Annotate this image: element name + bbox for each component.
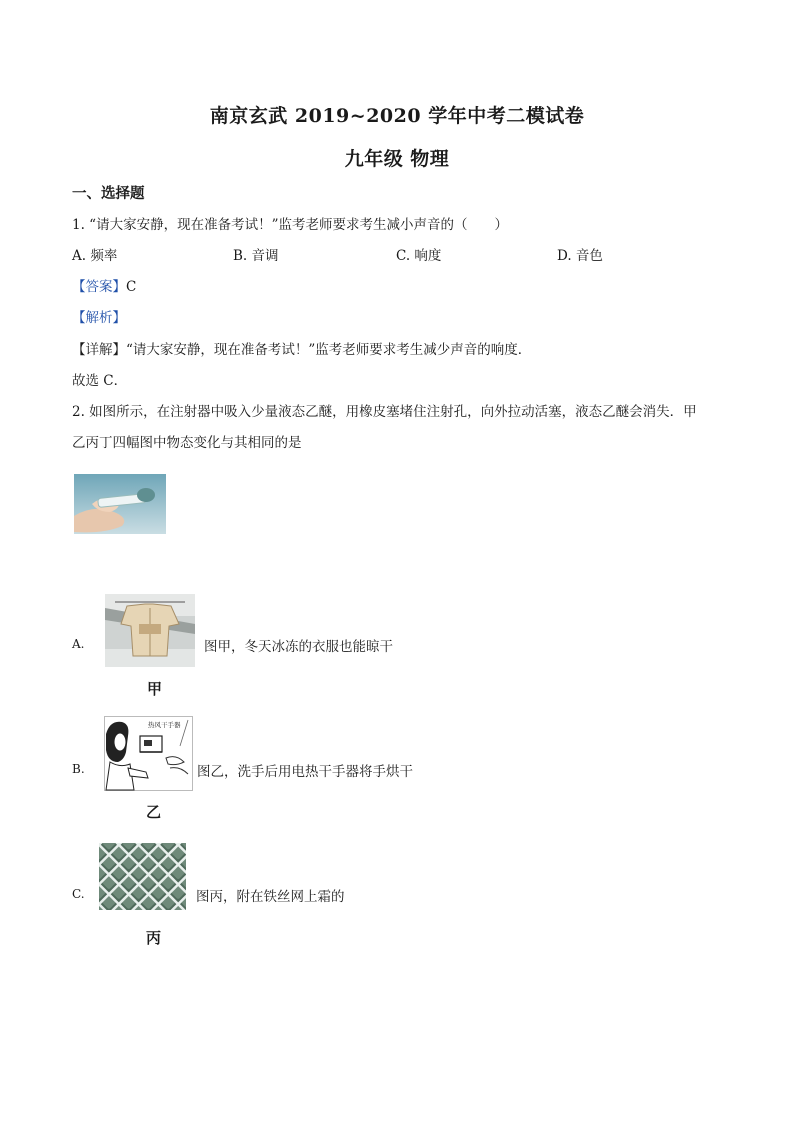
- answer-value: C: [126, 279, 137, 295]
- q2-option-b-letter: B.: [72, 762, 85, 776]
- hand-dryer-sign: 热风干手器: [148, 721, 181, 729]
- analysis-tag: 【解析】: [72, 310, 126, 326]
- q2-option-c-letter: C.: [72, 887, 85, 901]
- q2-stem-line1: 2. 如图所示，在注射器中吸入少量液态乙醚，用橡皮塞堵住注射孔，向外拉动活塞，液态乙醚会消失．甲: [72, 404, 697, 420]
- q2-option-a-text: 图甲，冬天冰冻的衣服也能晾干: [204, 639, 393, 655]
- q2-option-c-caption: 丙: [146, 929, 162, 947]
- q2-option-c-text: 图丙，附在铁丝网上霜的: [196, 889, 345, 905]
- q1-option-a: A. 频率: [72, 248, 118, 264]
- q1-conclusion: 故选 C．: [72, 373, 128, 389]
- q1-answer-line: [72, 275, 136, 295]
- document-subtitle: 九年级 物理: [344, 148, 450, 170]
- q1-option-d: D. 音色: [557, 248, 603, 264]
- q2-option-b-caption: 乙: [146, 803, 162, 821]
- q1-option-c: C. 响度: [396, 248, 442, 264]
- q1-stem: 1. “请大家安静，现在准备考试！”监考老师要求考生减小声音的（ ）: [72, 217, 508, 233]
- q2-option-a-caption: 甲: [147, 680, 163, 698]
- hand-dryer-drawing: [104, 716, 193, 791]
- frosted-wire-mesh-photo: [99, 843, 186, 910]
- q2-option-b-text: 图乙，洗手后用电热干手器将手烘干: [197, 764, 413, 780]
- section-heading: 一、选择题: [72, 185, 145, 202]
- q1-detail: 【详解】“请大家安静，现在准备考试！”监考老师要求考生减少声音的响度．: [72, 342, 532, 358]
- q1-option-b: B. 音调: [233, 248, 279, 264]
- document-title: 南京玄武 2019~2020 学年中考二模试卷: [209, 105, 585, 127]
- q2-option-a-letter: A.: [72, 637, 85, 651]
- syringe-photo: [74, 474, 166, 534]
- answer-tag: 【答案】: [72, 279, 126, 295]
- q2-stem-line2: 乙丙丁四幅图中物态变化与其相同的是: [72, 435, 302, 451]
- frozen-clothes-photo: [105, 594, 195, 667]
